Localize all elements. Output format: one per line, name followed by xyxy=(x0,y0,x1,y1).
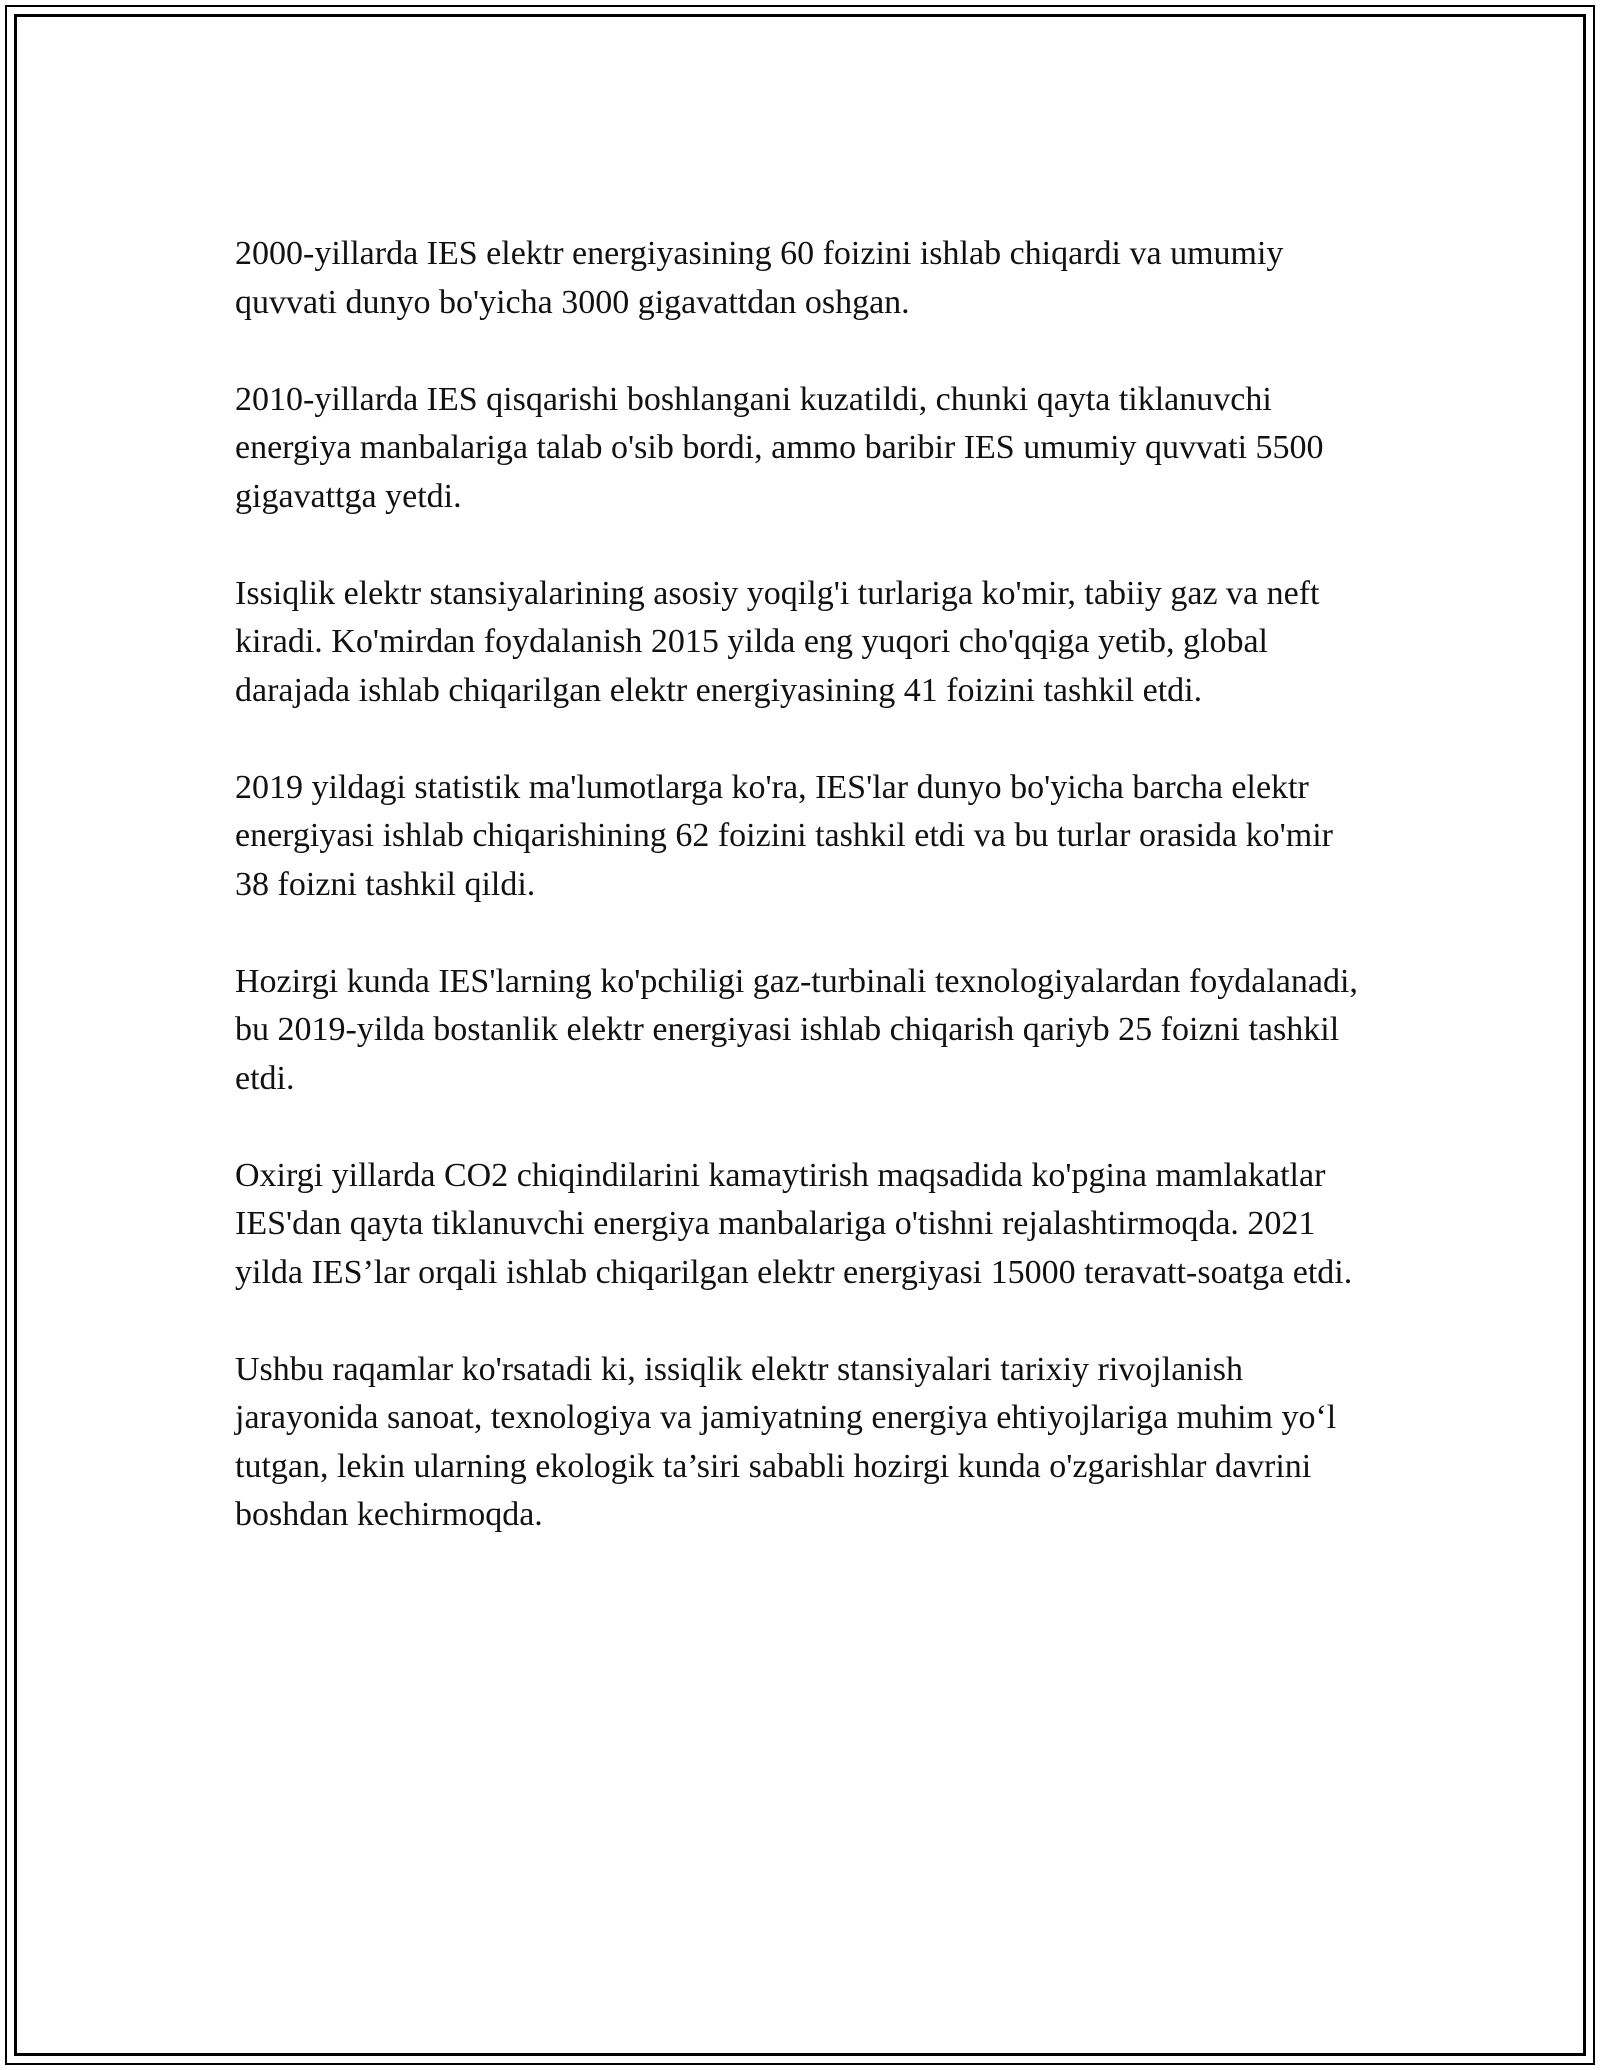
paragraph-2010s: 2010-yillarda IES qisqarishi boshlangani kuzatildi, chunki qayta tiklanuvchi energiya manbalariga talab o'sib bordi, ammo baribir IES umumiy quvvati 5500 gigavattga yetdi. xyxy=(235,380,1324,515)
paragraph-conclusion: Ushbu raqamlar ko'rsatadi ki, issiqlik elektr stansiyalari tarixiy rivojlanish jarayonida sanoat, texnologiya va jamiyatning energiya ehtiyojlariga muhim yo‘l tutgan, lekin ularning ekologik ta’siri sababli hozirgi kunda o'zgarishlar davrini boshdan kechirmoqda. xyxy=(235,1350,1337,1533)
paragraph-2000s: 2000-yillarda IES elektr energiyasining 60 foizini ishlab chiqardi va umumiy quvvati dunyo bo'yicha 3000 gigavattdan oshgan. xyxy=(235,235,1284,321)
paragraph-fuel-types: Issiqlik elektr stansiyalarining asosiy yoqilg'i turlariga ko'mir, tabiiy gaz va neft kiradi. Ko'mirdan foydalanish 2015 yilda eng yuqori cho'qqiga yetib, global darajada ishlab chiqarilgan elektr energiyasining 41 foizini tashkil etdi. xyxy=(235,574,1320,709)
paragraph-co2-transition: Oxirgi yillarda CO2 chiqindilarini kamaytirish maqsadida ko'pgina mamlakatlar IES'dan qayta tiklanuvchi energiya manbalariga o'tishni rejalashtirmoqda. 2021 yilda IES’lar orqali ishlab chiqarilgan elektr energiyasi 15000 teravatt-soatga etdi. xyxy=(235,1156,1353,1291)
paragraph-2019-statistics: 2019 yildagi statistik ma'lumotlarga ko'ra, IES'lar dunyo bo'yicha barcha elektr energiyasi ishlab chiqarishining 62 foizini tashkil etdi va bu turlar orasida ko'mir 38 foizni tashkil qildi. xyxy=(235,768,1333,903)
paragraph-gas-turbine: Hozirgi kunda IES'larning ko'pchiligi gaz-turbinali texnologiyalardan foydalanadi, bu 2019-yilda bostanlik elektr energiyasi ishlab chiqarish qariyb 25 foizni tashkil etdi. xyxy=(235,962,1358,1097)
document-body xyxy=(235,230,1375,1588)
